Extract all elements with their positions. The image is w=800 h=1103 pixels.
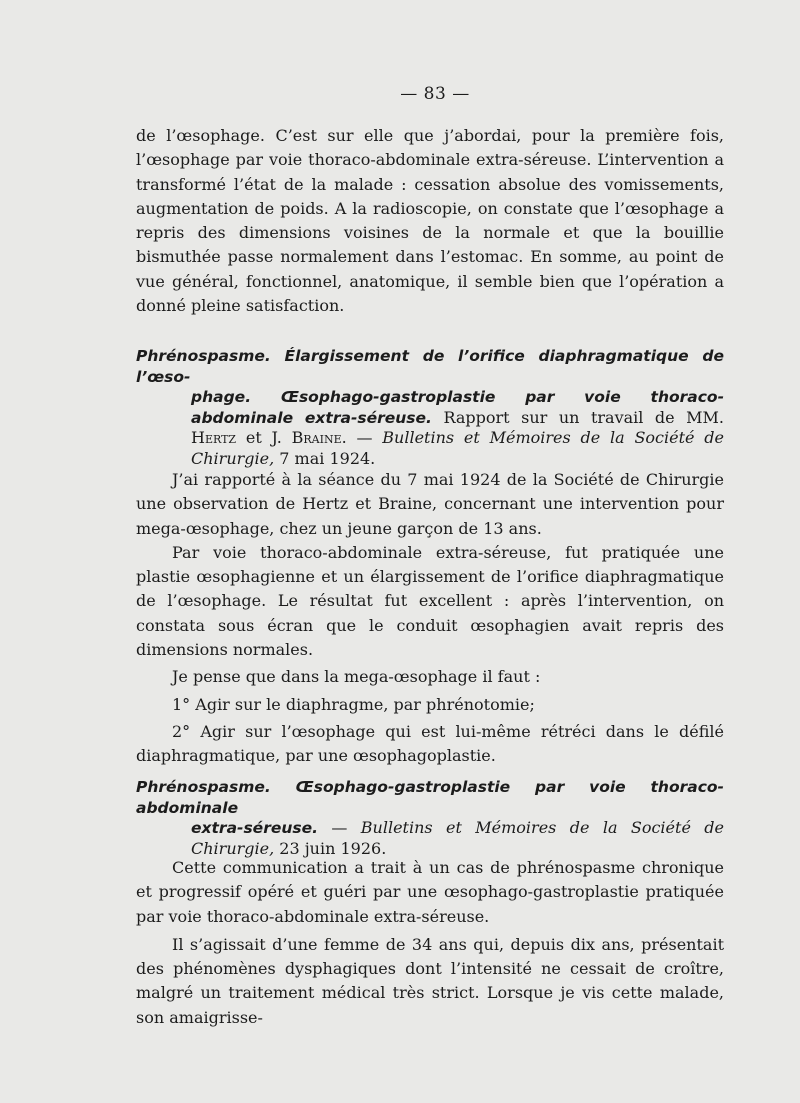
page-number: — 83 —: [400, 84, 470, 104]
paragraph: Par voie thoraco-abdominale extra-séreuse, fut pratiquée une plastie œsophagienne et un élargissement de l’orifice diaphragmatique de l’œsophage. Le résultat fut excellent : après l’intervention, on constata sous écran que le conduit œsophagien avait repris des dimensions normales.: [136, 542, 724, 660]
section-1-body: [136, 468, 724, 769]
heading-continuation: [136, 387, 724, 469]
journal-title: Bulletins et Mémoires de la Société de Chirurgie,: [191, 818, 724, 858]
author-name: Hertz: [191, 428, 237, 447]
heading-dash: —: [318, 818, 361, 837]
section-heading-1: [136, 346, 724, 469]
paragraph: Il s’agissait d’une femme de 34 ans qui, depuis dix ans, présentait des phénomènes dysphagiques dont l’intensité ne cessait de croître, malgré un traitement médical très strict. Lorsque je vis cette malade, son amaigrisse-: [136, 934, 724, 1027]
paragraph: de l’œsophage. C’est sur elle que j’abordai, pour la première fois, l’œsophage par voie thoraco-abdominale extra-séreuse. L’intervention a transformé l’état de la malade : cessation absolue des vomissements, augmentation de poids. A la radioscopie, on constate que l’œsophage a repris des dimensions voisines de la normale et que la bouillie bismuthée passe normalement dans l’estomac. En somme, au point de vue général, fonctionnel, anatomique, il semble bien que l’opération a donné pleine satisfaction.: [136, 126, 724, 316]
heading-date: 23 juin 1926.: [274, 838, 387, 858]
heading-title-cont: extra-séreuse.: [191, 819, 319, 837]
heading-report: Rapport sur un travail de MM.: [431, 407, 724, 427]
heading-text: [136, 777, 724, 818]
paragraph: Je pense que dans la mega-œsophage il faut :: [172, 667, 541, 687]
list-item: 2° Agir sur l’œsophage qui est lui-même rétréci dans le défilé diaphragmatique, par une œsophagoplastie.: [136, 721, 724, 766]
author-name: Braine: [291, 428, 342, 447]
heading-title: Phrénospasme. Œsophago-gastroplastie par voie thoraco-abdominale: [136, 778, 724, 817]
paragraph: Cette communication a trait à un cas de phrénospasme chronique et progressif opéré et guéri par une œsophago-gastroplastie pratiquée par voie thoraco-abdominale extra-séreuse.: [136, 858, 724, 926]
heading-text: [136, 346, 724, 387]
heading-title-cont: phage. Œsophago-gastroplastie par voie thoraco-abdominale extra-séreuse.: [191, 388, 724, 427]
heading-title: Phrénospasme. Élargissement de l’orifice diaphragmatique de l’œso-: [136, 347, 724, 386]
heading-dash: . —: [341, 428, 383, 447]
section-heading-2: [136, 777, 724, 859]
heading-continuation: [136, 818, 724, 859]
list-item: 1° Agir sur le diaphragme, par phrénotomie;: [172, 694, 535, 714]
section-2-body: [136, 856, 724, 1030]
heading-date: 7 mai 1924.: [274, 448, 376, 468]
journal-title: Bulletins et Mémoires de la Société de Chirurgie,: [191, 428, 724, 468]
paragraph-continuation: [136, 124, 724, 318]
paragraph: J’ai rapporté à la séance du 7 mai 1924 de la Société de Chirurgie une observation de Hertz et Braine, concernant une intervention pour mega-œsophage, chez un jeune garçon de 13 ans.: [136, 470, 724, 538]
heading-and: et J.: [236, 428, 292, 447]
